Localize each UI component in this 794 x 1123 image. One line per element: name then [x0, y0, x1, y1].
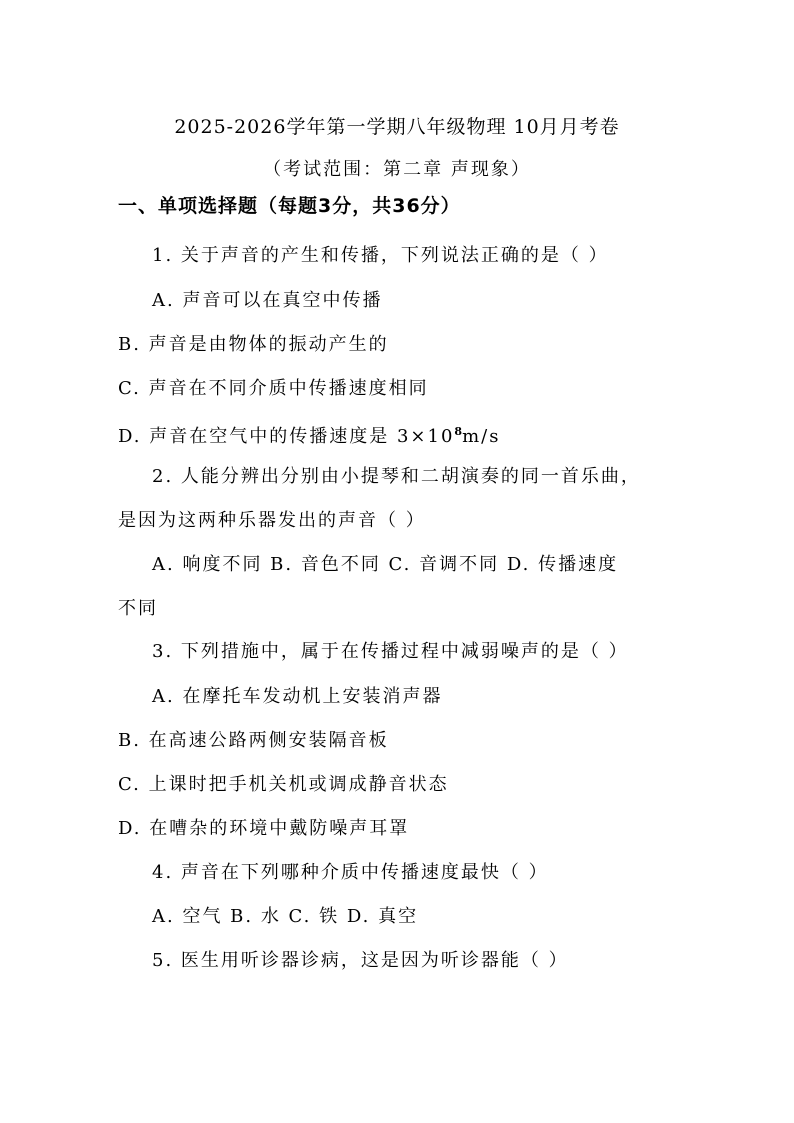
- question-3-option-d: D. 在嘈杂的环境中戴防噪声耳罩: [118, 818, 410, 839]
- question-1-option-a: A. 声音可以在真空中传播: [152, 290, 383, 311]
- exam-title: 2025-2026学年第一学期八年级物理 10月月考卷: [174, 116, 620, 138]
- question-2-options-line-1: A. 响度不同 B. 音色不同 C. 音调不同 D. 传播速度: [152, 554, 619, 575]
- question-2-stem-line-1: 2. 人能分辨出分别由小提琴和二胡演奏的同一首乐曲，: [152, 466, 641, 487]
- question-1-option-d: [118, 420, 500, 449]
- question-1-option-d-exponent: 8: [454, 425, 463, 438]
- question-3-option-b: B. 在高速公路两侧安装隔音板: [118, 730, 389, 751]
- question-4-options: A. 空气 B. 水 C. 铁 D. 真空: [152, 906, 419, 927]
- question-1-option-b: B. 声音是由物体的振动产生的: [118, 334, 389, 355]
- question-1-stem: 1. 关于声音的产生和传播，下列说法正确的是（ ）: [152, 245, 609, 266]
- section-heading: 一、单项选择题（每题3分，共36分）: [118, 195, 461, 217]
- question-4-stem: 4. 声音在下列哪种介质中传播速度最快（ ）: [152, 862, 549, 883]
- question-2-options-line-2: 不同: [118, 598, 158, 619]
- question-1-option-d-text: D. 声音在空气中的传播速度是 3×10: [118, 426, 455, 447]
- question-1-option-c: C. 声音在不同介质中传播速度相同: [118, 378, 429, 399]
- question-3-option-c: C. 上课时把手机关机或调成静音状态: [118, 774, 449, 795]
- question-3-stem: 3. 下列措施中，属于在传播过程中减弱噪声的是（ ）: [152, 641, 629, 662]
- question-3-option-a: A. 在摩托车发动机上安装消声器: [152, 686, 443, 707]
- question-5-stem: 5. 医生用听诊器诊病，这是因为听诊器能（ ）: [152, 950, 569, 971]
- question-2-stem-line-2: 是因为这两种乐器发出的声音（ ）: [118, 510, 426, 531]
- exam-subtitle: （考试范围：第二章 声现象）: [263, 159, 531, 180]
- question-1-option-d-unit: m/s: [462, 426, 501, 447]
